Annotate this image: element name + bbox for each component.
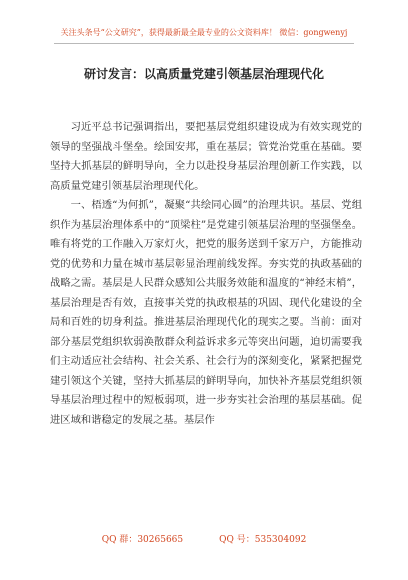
footer-qq-group: QQ 群：30265665 <box>101 535 184 545</box>
header-divider <box>54 43 354 44</box>
document-title: 研讨发言：以高质量党建引领基层治理现代化 <box>83 67 324 81</box>
document-body <box>50 118 362 430</box>
paragraph-section-one: 一、梧透“为何抓”，凝聚“共绘同心圆”的治理共识。基层、党组织作为基层治理体系中的“顶梁柱”是党建引领基层治理的坚强堡垒。唯有将党的工作融入万家灯火，把党的服务送到千家万户，方能推动党的优势和力量在城市基层彰显治理前线发挥。夯实党的执政基础的战略之需。基层是人民群众感知公共服务效能和温度的“神经末梢”，基层治理是否有效，直接事关党的执政根基的巩固、现代化建设的全局和百姓的切身利益。推进基层治理现代化的现实之要。当前：面对部分基层党组织软弱涣散群众利益诉求多元等突出问题，迫切需要我们主动适应社会结构、社会关系、社会行为的深刻变化，紧紧把握党建引领这个关键，坚持大抓基层的鲜明导向，加快补齐基层党组织领导基层治理过程中的短板弱项，进一步夯实社会治理的基层基础。促进区域和谐稳定的发展之基。基层作 <box>50 199 362 426</box>
header-banner: 关注头条号“公文研究”，获得最新最全最专业的公文资料库！ 微信：gongwenyj <box>60 28 348 37</box>
footer-qq-number: QQ 号：535304092 <box>219 535 307 545</box>
paragraph-intro: 习近平总书记强调指出，要把基层党组织建设成为有效实现党的领导的坚强战斗堡垒。绘国安邦，重在基层；管党治党重在基础。要坚持大抓基层的鲜明导向，全力以赴投身基层治理创新工作实践，以高质量党建引领基层治理现代化。 <box>50 121 362 192</box>
footer-contact <box>0 534 408 546</box>
